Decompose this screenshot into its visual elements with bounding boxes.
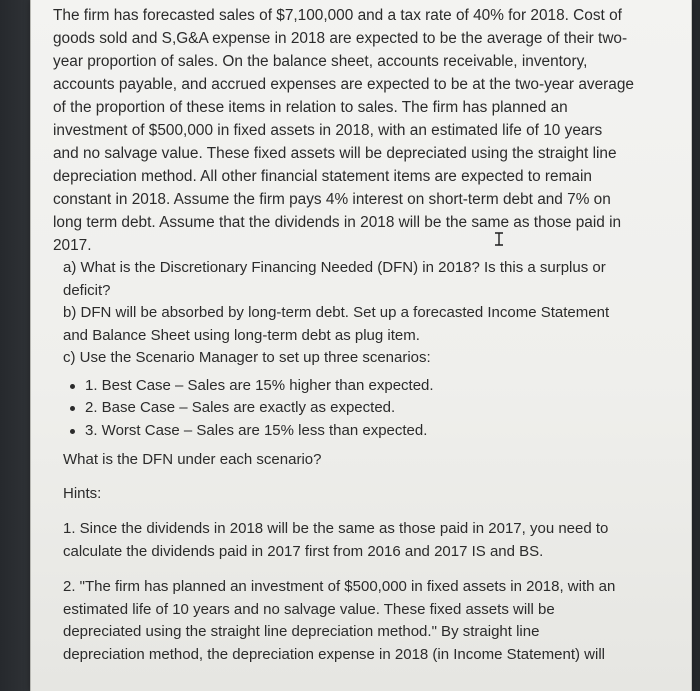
i-beam-cursor-icon	[494, 232, 504, 246]
intro-line: accounts payable, and accrued expenses are expected to be at the two-year average	[53, 76, 634, 93]
question-a-line: a) What is the Discretionary Financing Needed (DFN) in 2018? Is this a surplus or	[63, 259, 606, 276]
bullet-icon	[70, 406, 75, 411]
hint-line: depreciated using the straight line depreciation method." By straight line	[63, 623, 540, 640]
scenario-text: 3. Worst Case – Sales are 15% less than expected.	[85, 421, 428, 439]
scenario-item	[53, 420, 653, 443]
question-b-line: and Balance Sheet using long-term debt as plug item.	[63, 326, 420, 344]
intro-line: long term debt. Assume that the dividends in 2018 will be the same as those paid in	[53, 214, 622, 231]
hint-line: estimated life of 10 years and no salvage value. These fixed assets will be	[63, 600, 555, 618]
intro-line: investment of $500,000 in fixed assets in 2018, with an estimated life of 10 years	[53, 122, 603, 139]
hints-heading: Hints:	[63, 484, 102, 502]
question-c-line: c) Use the Scenario Manager to set up three scenarios:	[63, 349, 431, 366]
hint-1	[63, 518, 653, 563]
scenario-question: What is the DFN under each scenario?	[63, 451, 322, 468]
intro-line: and no salvage value. These fixed assets will be depreciated using the straight line	[53, 145, 617, 162]
intro-line: The firm has forecasted sales of $7,100,000 and a tax rate of 40% for 2018. Cost of	[53, 7, 622, 24]
document-page	[30, 0, 692, 691]
scenario-text: 2. Base Case – Sales are exactly as expected.	[85, 399, 396, 416]
intro-line: of the proportion of these items in relation to sales. The firm has planned an	[53, 99, 568, 116]
question-a-line: deficit?	[63, 281, 111, 299]
hint-2	[63, 576, 653, 666]
hint-line: 1. Since the dividends in 2018 will be the same as those paid in 2017, you need to	[63, 520, 609, 537]
scenario-text: 1. Best Case – Sales are 15% higher than expected.	[85, 376, 434, 394]
scenario-item	[53, 397, 653, 420]
bullet-icon	[70, 429, 75, 434]
scenario-item	[53, 375, 653, 398]
hint-line: depreciation method, the depreciation expense in 2018 (in Income Statement) will	[63, 645, 605, 663]
problem-statement	[53, 4, 653, 257]
intro-line: year proportion of sales. On the balance sheet, accounts receivable, inventory,	[53, 53, 588, 70]
document-content	[53, 4, 653, 666]
intro-line: goods sold and S,G&A expense in 2018 are expected to be the average of their two-	[53, 30, 628, 47]
intro-line: 2017.	[53, 237, 92, 254]
question-b-line: b) DFN will be absorbed by long-term debt. Set up a forecasted Income Statement	[63, 304, 610, 321]
hint-line: 2. "The firm has planned an investment of $500,000 in fixed assets in 2018, with an	[63, 578, 616, 595]
intro-line: constant in 2018. Assume the firm pays 4% interest on short-term debt and 7% on	[53, 191, 611, 208]
bullet-icon	[70, 384, 75, 389]
hint-line: calculate the dividends paid in 2017 first from 2016 and 2017 IS and BS.	[63, 542, 544, 560]
scenario-list	[53, 375, 653, 443]
intro-line: depreciation method. All other financial statement items are expected to remain	[53, 168, 592, 185]
questions	[53, 257, 653, 370]
